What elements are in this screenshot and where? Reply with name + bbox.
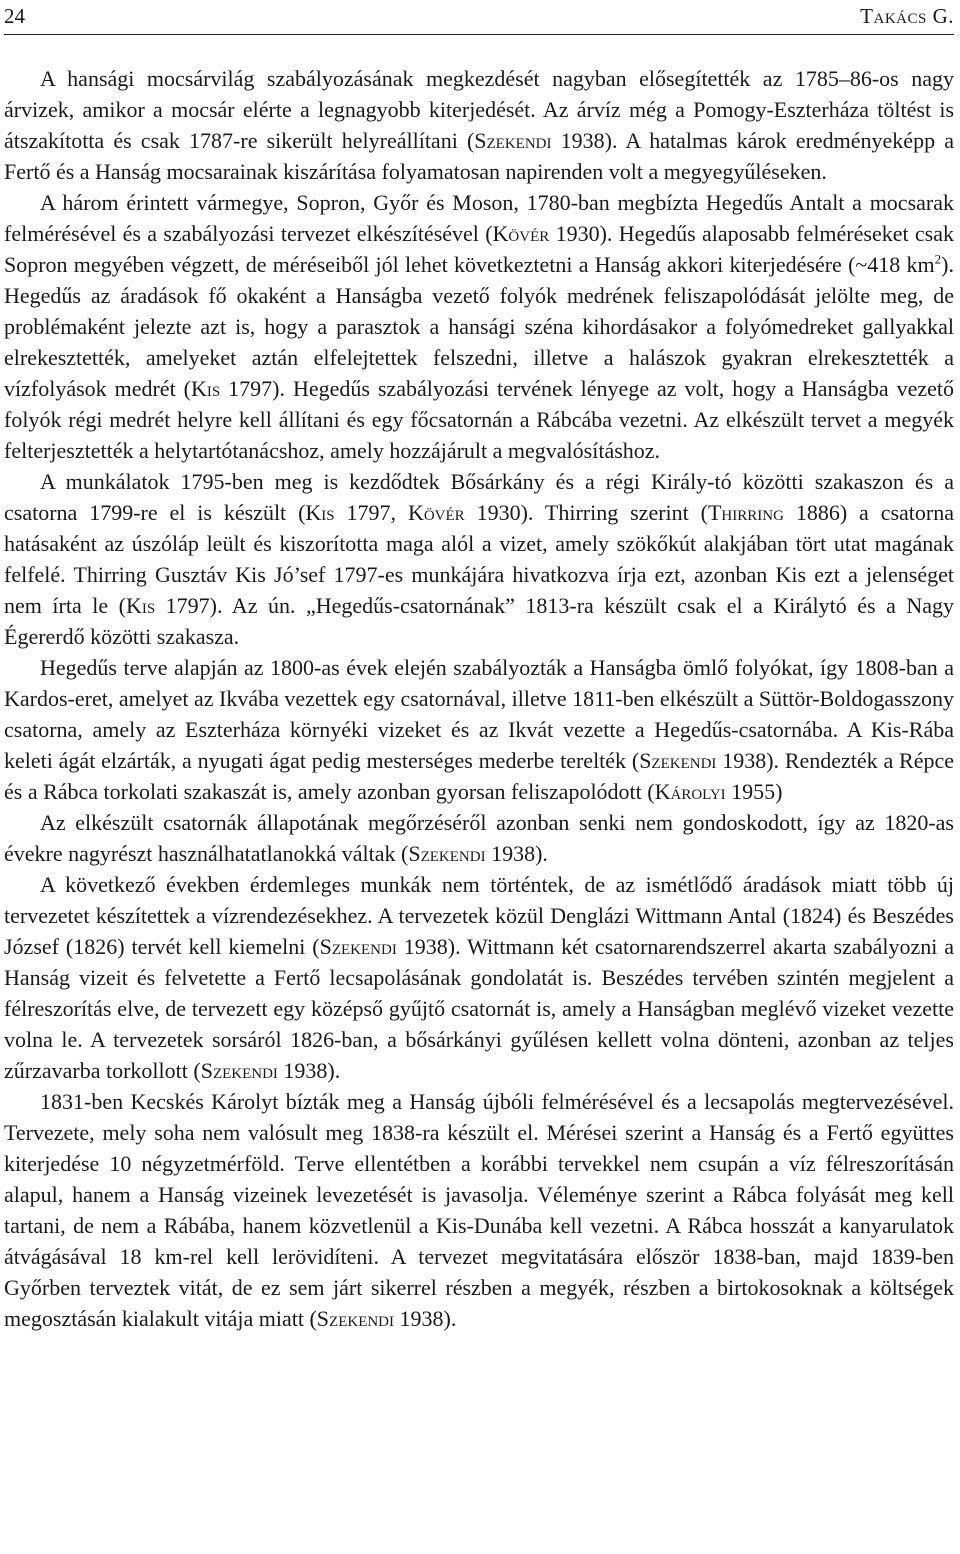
paragraph: [4, 807, 954, 869]
text-run: A három érintett vármegye, Sopron, Győr és Moson, 1780-ban megbízta Hegedűs Antalt a mocsarak felmérésével és a szabályozási tervezet elkészítésével (: [4, 190, 954, 246]
paragraph: [4, 1086, 954, 1334]
text-run: A következő években érdemleges munkák nem történtek, de az ismétlődő áradások miatt több új tervezetet készítettek a vízrendezésekhez. A tervezetek közül Denglázi Wittmann Antal (1824) és Beszédes József (1826) tervét kell kiemelni (: [4, 872, 954, 959]
paragraph: [4, 187, 954, 466]
text-run: 1930). Thirring szerint (: [464, 500, 708, 525]
text-run: Az elkészült csatornák állapotának megőrzéséről azonban senki nem gondoskodott, így az 1820-as évekre nagyrészt használhatatlanokká váltak (: [4, 810, 954, 866]
running-head-author: Takács G.: [860, 4, 954, 28]
text-run: 1938).: [394, 1306, 457, 1331]
text-run: 1797). Az ún. „Hegedűs-csatornának” 1813-ra készült csak el a Királytó és a Nagy Égererdő közötti szakasza.: [4, 593, 954, 649]
body-text: [4, 63, 954, 1334]
page-header: [4, 2, 954, 32]
citation-author: Szekendi: [319, 934, 397, 959]
text-run: 1955): [725, 779, 783, 804]
text-run: 1886) a csatorna hatásaként az úszóláp leült és kiszorította maga alól a vizet, amely szökőkút alakjában tört utat magának felfelé. Thirring Gusztáv Kis Jó’sef 1797-es munkájára hivatkozva írja ezt, azonban Kis ezt a jelenséget nem írta le (: [4, 500, 955, 618]
citation-author: Szekendi: [474, 128, 552, 153]
header-rule: [4, 34, 954, 35]
paragraph: [4, 652, 954, 807]
citation-author: Szekendi: [316, 1306, 395, 1331]
citation-author: Kis: [125, 593, 156, 618]
text-run: ). Hegedűs az áradások fő okaként a Hanságba vezető folyók medrének feliszapolódását jelölte meg, de problémaként jelezte azt is, hogy a parasztok a hansági széna kihordásakor a folyómedreket gallyakkal elrekesztették, amelyeket aztán elfelejtettek felszedni, illetve a halászok gyakran elrekesztették a vízfolyások medrét (: [4, 252, 954, 401]
text-run: 1831-ben Kecskés Károlyt bízták meg a Hanság újbóli felmérésével és a lecsapolás megtervezésével. Tervezete, mely soha nem valósult meg 1838-ra készült el. Mérései szerint a Hanság és a Fertő együttes kiterjedése 10 négyzetmérföld. Terve ellentétben a korábbi tervekkel nem csupán a víz félreszorításán alapul, hanem a Hanság vizeinek levezetését is javasolja. Véleménye szerint a Rábca folyását meg kell tartani, de nem a Rábába, hanem közvetlenül a Kis-Dunába kell vezetni. A Rábca hosszát a kanyarulatok átvágásával 18 km-rel kell lerövidíteni. A tervezet megvitatására először 1838-ban, majd 1839-ben Győrben terveztek vitát, de ez sem járt sikerrel részben a megyék, részben a birtokosoknak a költségek megosztásán kialakult vitája miatt (: [4, 1089, 954, 1331]
citation-author: Thirring: [707, 500, 784, 525]
text-run: 1938). A hatalmas károk eredményeképp a Fertő és a Hanság mocsarainak kiszárítása folyamatosan napirenden volt a megyegyűléseken.: [4, 128, 954, 184]
text-run: 1797). Hegedűs szabályozási tervének lényege az volt, hogy a Hanságba vezető folyók régi medrét helyre kell állítani és egy főcsatornán a Rábcába vezetni. Az elkészült tervet a megyék felterjesztették a helytartótanácshoz, amely hozzájárult a megvalósításhoz.: [4, 376, 954, 463]
citation-author: Kövér: [407, 500, 465, 525]
text-run: 1938). Wittmann két csatornarendszerrel akarta szabályozni a Hanság vizeit és felvetette a Fertő lecsapolásának gondolatát is. Beszédes tervében szintén megjelent a félreszorítás elve, de tervezett egy középső gyűjtő csatornát is, amely a Hanságban meglévő vizeket vezette volna le. A tervezetek sorsáról 1826-ban, a bősárkányi gyűlésen kellett volna dönteni, azonban az teljes zűrzavarba torkollott (: [4, 934, 955, 1083]
text-run: 1938).: [485, 841, 548, 866]
paragraph: [4, 466, 954, 652]
text-run: 1938).: [277, 1058, 341, 1083]
citation-author: Szekendi: [200, 1058, 278, 1083]
paragraph: [4, 869, 954, 1086]
text-run: 1938). Rendezték a Répce és a Rábca torkolati szakaszát is, amely azonban gyorsan feliszapolódott (: [4, 748, 955, 804]
page-number: 24: [4, 4, 25, 28]
citation-author: Kis: [305, 500, 335, 525]
citation-author: Szekendi: [408, 841, 486, 866]
text-run: Hegedűs terve alapján az 1800-as évek elején szabályozták a Hanságba ömlő folyókat, így 1808-ban a Kardos-eret, amelyet az Ikvába vezettek egy csatornával, illetve 1811-ben elkészült a Süttör-Boldogasszony csatorna, amely az Eszterháza környéki vizeket és az Ikvát vezette a Hegedűs-csatornába. A Kis-Rába keleti ágát elzárták, a nyugati ágat pedig mesterséges mederbe terelték (: [4, 655, 954, 773]
text-run: 1797,: [334, 500, 408, 525]
citation-author: Kövér: [492, 221, 550, 246]
citation-author: Szekendi: [639, 748, 717, 773]
text-run: A hansági mocsárvilág szabályozásának megkezdését nagyban elősegítették az 1785–86-os nagy árvizek, amikor a mocsár elérte a legnagyobb kiterjedését. Az árvíz még a Pomogy-Eszterháza töltést is átszakította és csak 1787-re sikerült helyreállítani (: [4, 66, 954, 153]
superscript: 2: [934, 251, 942, 267]
citation-author: Kis: [190, 376, 221, 401]
text-run: A munkálatok 1795-ben meg is kezdődtek Bősárkány és a régi Király-tó közötti szakaszon és a csatorna 1799-re el is készült (: [4, 469, 954, 525]
paragraph: [4, 63, 954, 187]
citation-author: Károlyi: [654, 779, 726, 804]
text-run: 1930). Hegedűs alaposabb felméréseket csak Sopron megyében végzett, de méréseiből jól lehet következtetni a Hanság akkori kiterjedésére (~418 km: [4, 221, 954, 277]
